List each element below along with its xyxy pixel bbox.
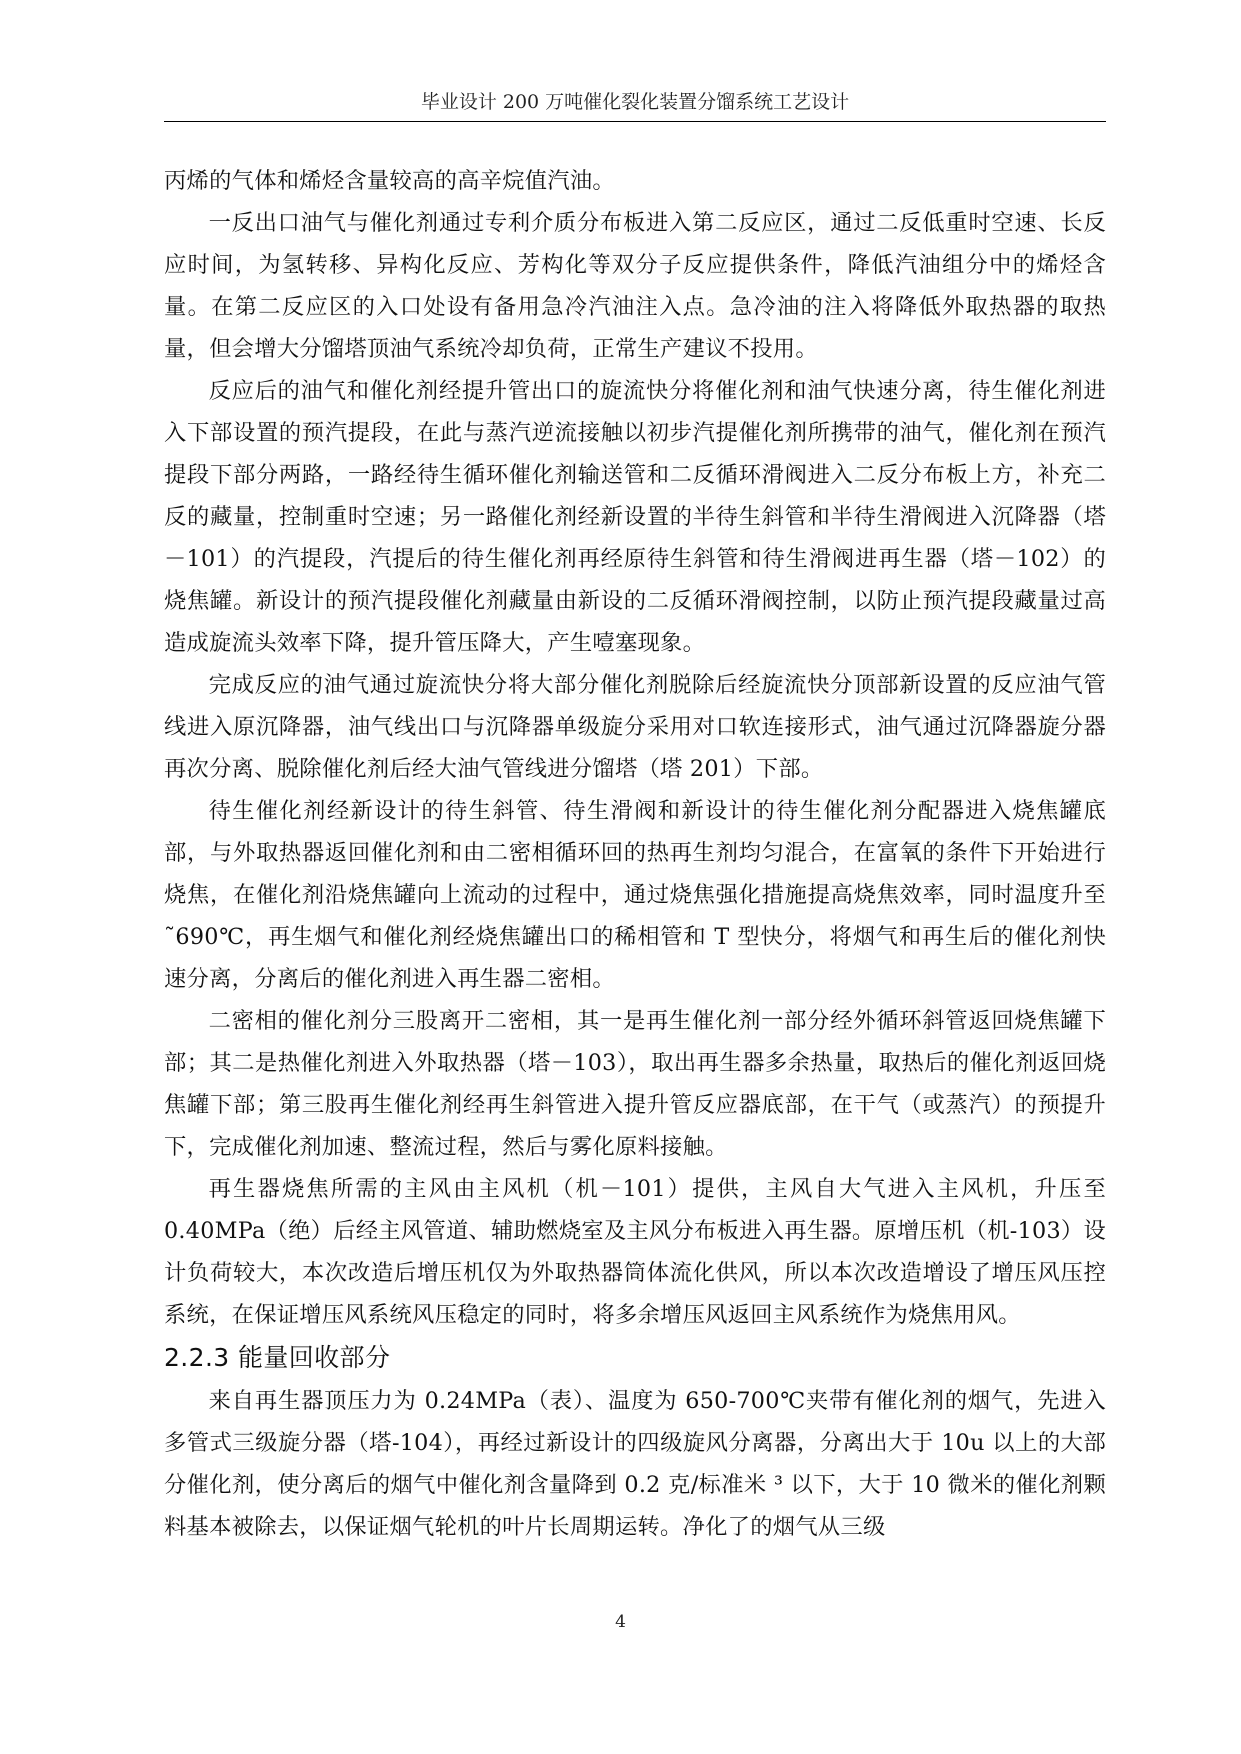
paragraph: 反应后的油气和催化剂经提升管出口的旋流快分将催化剂和油气快速分离，待生催化剂进入下部设置的预汽提段，在此与蒸汽逆流接触以初步汽提催化剂所携带的油气，催化剂在预汽提段下部分两路，一路经待生循环催化剂输送管和二反循环滑阀进入二反分布板上方，补充二反的藏量，控制重时空速；另一路催化剂经新设置的半待生斜管和半待生滑阀进入沉降器（塔－101）的汽提段，汽提后的待生催化剂再经原待生斜管和待生滑阀进再生器（塔－102）的烧焦罐。新设计的预汽提段催化剂藏量由新设的二反循环滑阀控制，以防止预汽提段藏量过高造成旋流头效率下降，提升管压降大，产生噎塞现象。 — [164, 378, 1106, 656]
paragraph: 二密相的催化剂分三股离开二密相，其一是再生催化剂一部分经外循环斜管返回烧焦罐下部；其二是热催化剂进入外取热器（塔－103），取出再生器多余热量，取热后的催化剂返回烧焦罐下部；第三股再生催化剂经再生斜管进入提升管反应器底部，在干气（或蒸汽）的预提升下，完成催化剂加速、整流过程，然后与雾化原料接触。 — [164, 1008, 1106, 1160]
paragraph: 再生器烧焦所需的主风由主风机（机－101）提供，主风自大气进入主风机，升压至 0.40MPa（绝）后经主风管道、辅助燃烧室及主风分布板进入再生器。原增压机（机-103）设计负荷较大，本次改造后增压机仅为外取热器筒体流化供风，所以本次改造增设了增压风压控系统，在保证增压风系统风压稳定的同时，将多余增压风返回主风系统作为烧焦用风。 — [164, 1176, 1106, 1328]
paragraph-continuation: 丙烯的气体和烯烃含量较高的高辛烷值汽油。 — [164, 168, 615, 194]
body-text — [164, 160, 1106, 1548]
paragraph: 完成反应的油气通过旋流快分将大部分催化剂脱除后经旋流快分顶部新设置的反应油气管线进入原沉降器，油气线出口与沉降器单级旋分采用对口软连接形式，油气通过沉降器旋分器再次分离、脱除催化剂后经大油气管线进分馏塔（塔 201）下部。 — [164, 672, 1106, 782]
section-heading: 2.2.3 能量回收部分 — [164, 1343, 391, 1372]
page-number: 4 — [615, 1612, 626, 1632]
header-rule — [164, 121, 1106, 122]
paragraph: 一反出口油气与催化剂通过专利介质分布板进入第二反应区，通过二反低重时空速、长反应时间，为氢转移、异构化反应、芳构化等双分子反应提供条件，降低汽油组分中的烯烃含量。在第二反应区的入口处设有备用急冷汽油注入点。急冷油的注入将降低外取热器的取热量，但会增大分馏塔顶油气系统冷却负荷，正常生产建议不投用。 — [164, 210, 1106, 362]
running-header: 毕业设计 200 万吨催化裂化装置分馏系统工艺设计 — [420, 91, 850, 113]
paragraph: 待生催化剂经新设计的待生斜管、待生滑阀和新设计的待生催化剂分配器进入烧焦罐底部，与外取热器返回催化剂和由二密相循环回的热再生剂均匀混合，在富氧的条件下开始进行烧焦，在催化剂沿烧焦罐向上流动的过程中，通过烧焦强化措施提高烧焦效率，同时温度升至˜690℃，再生烟气和催化剂经烧焦罐出口的稀相管和 T 型快分，将烟气和再生后的催化剂快速分离，分离后的催化剂进入再生器二密相。 — [164, 798, 1106, 992]
paragraph: 来自再生器顶压力为 0.24MPa（表）、温度为 650-700℃夹带有催化剂的烟气，先进入多管式三级旋分器（塔-104），再经过新设计的四级旋风分离器，分离出大于 10u 以上的大部分催化剂，使分离后的烟气中催化剂含量降到 0.2 克/标准米 ³ 以下，大于 10 微米的催化剂颗料基本被除去，以保证烟气轮机的叶片长周期运转。净化了的烟气从三级 — [164, 1388, 1106, 1540]
